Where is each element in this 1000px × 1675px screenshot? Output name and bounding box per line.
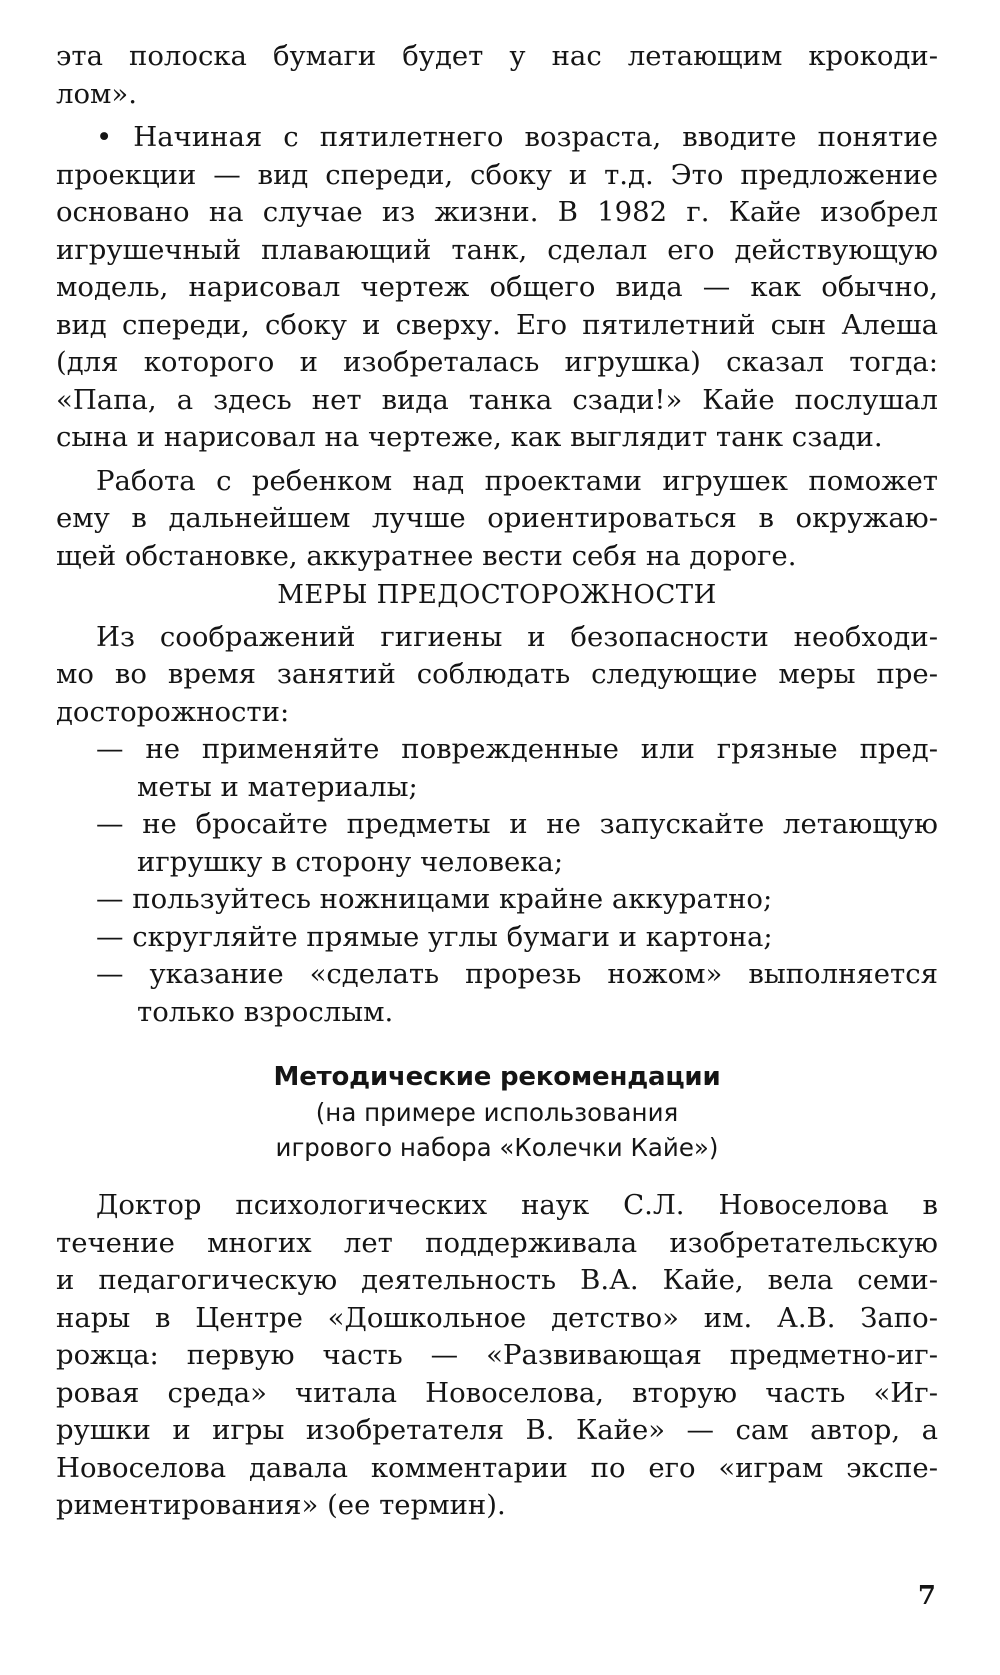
- list-item-text: — не применяйте поврежденные или грязные пред-: [96, 733, 938, 765]
- text-line: рушки и игры изобретателя В. Кайе» — сам автор, а: [56, 1414, 938, 1446]
- text-line: Новоселова давала комментарии по его «играм экспе-: [56, 1451, 938, 1484]
- precautions-heading: МЕРЫ ПРЕДОСТОРОЖНОСТИ: [277, 580, 717, 610]
- paragraph-novoselova: [56, 1187, 938, 1525]
- text-line: эта полоска бумаги будет у нас летающим крокоди-: [56, 40, 938, 72]
- text-line: течение многих лет поддерживала изобретательскую: [56, 1226, 938, 1259]
- text-line: вид спереди, сбоку и сверху. Его пятилетний сын Алеша: [56, 308, 938, 341]
- text-line: ровая среда» читала Новоселова, вторую часть «Иг-: [56, 1376, 938, 1409]
- precautions-list: [56, 731, 938, 1031]
- list-item: [56, 731, 938, 806]
- text-line: досторожности:: [56, 695, 290, 728]
- text-line: • Начиная с пятилетнего возраста, вводите понятие: [96, 121, 938, 153]
- text-line: проекции — вид спереди, сбоку и т.д. Это предложение: [56, 158, 938, 191]
- text-line: щей обстановке, аккуратнее вести себя на дороге.: [56, 539, 797, 572]
- list-item: [56, 806, 938, 881]
- text-line: (для которого и изобреталась игрушка) сказал тогда:: [56, 346, 938, 378]
- paragraph-precautions-intro: [56, 619, 938, 732]
- text-line: Работа с ребенком над проектами игрушек поможет: [96, 464, 938, 497]
- list-item-text: игрушку в сторону человека;: [137, 845, 564, 878]
- text-line: рожца: первую часть — «Развивающая предметно-иг-: [56, 1339, 938, 1371]
- page-number: 7: [917, 1580, 936, 1611]
- list-item-text: — скругляйте прямые углы бумаги и картона;: [96, 920, 773, 953]
- paragraph-intro: [56, 38, 938, 113]
- text-line: Доктор психологических наук С.Л. Новоселова в: [96, 1189, 938, 1221]
- text-line: Из соображений гигиены и безопасности необходи-: [96, 620, 938, 653]
- text-line: лом».: [56, 77, 137, 110]
- text-line: мо во время занятий соблюдать следующие меры пре-: [56, 658, 938, 690]
- text-line: основано на случае из жизни. В 1982 г. Кайе изобрел: [56, 196, 938, 228]
- section-subtitle: (на примере использования: [315, 1098, 679, 1127]
- list-item-text: — пользуйтесь ножницами крайне аккуратно;: [96, 883, 773, 915]
- list-item-text: — не бросайте предметы и не запускайте летающую: [96, 808, 938, 840]
- list-item: [56, 956, 938, 1031]
- list-item-text: только взрослым.: [137, 995, 394, 1028]
- text-line: сына и нарисовал на чертеже, как выглядит танк сзади.: [56, 421, 883, 453]
- section-subtitle: игрового набора «Колечки Кайе»): [275, 1133, 719, 1162]
- text-line: игрушечный плавающий танк, сделал его действующую: [56, 233, 938, 266]
- list-item: [56, 881, 938, 919]
- list-item-text: — указание «сделать прорезь ножом» выполняется: [96, 958, 938, 990]
- list-item-text: меты и материалы;: [137, 770, 418, 803]
- text-line: нары в Центре «Дошкольное детство» им. А.В. Запо-: [56, 1301, 938, 1334]
- text-line: риментирования» (ее термин).: [56, 1489, 506, 1521]
- text-line: модель, нарисовал чертеж общего вида — как обычно,: [56, 271, 938, 303]
- paragraph-projection: [56, 119, 938, 457]
- text-line: ему в дальнейшем лучше ориентироваться в окружаю-: [56, 502, 938, 534]
- list-item: [56, 919, 938, 957]
- section-title: Методические рекомендации: [273, 1062, 721, 1092]
- paragraph-work: [56, 463, 938, 576]
- text-line: и педагогическую деятельность В.А. Кайе, вела семи-: [56, 1264, 938, 1296]
- text-line: «Папа, а здесь нет вида танка сзади!» Кайе послушал: [56, 383, 938, 416]
- method-section-header: [56, 1059, 938, 1165]
